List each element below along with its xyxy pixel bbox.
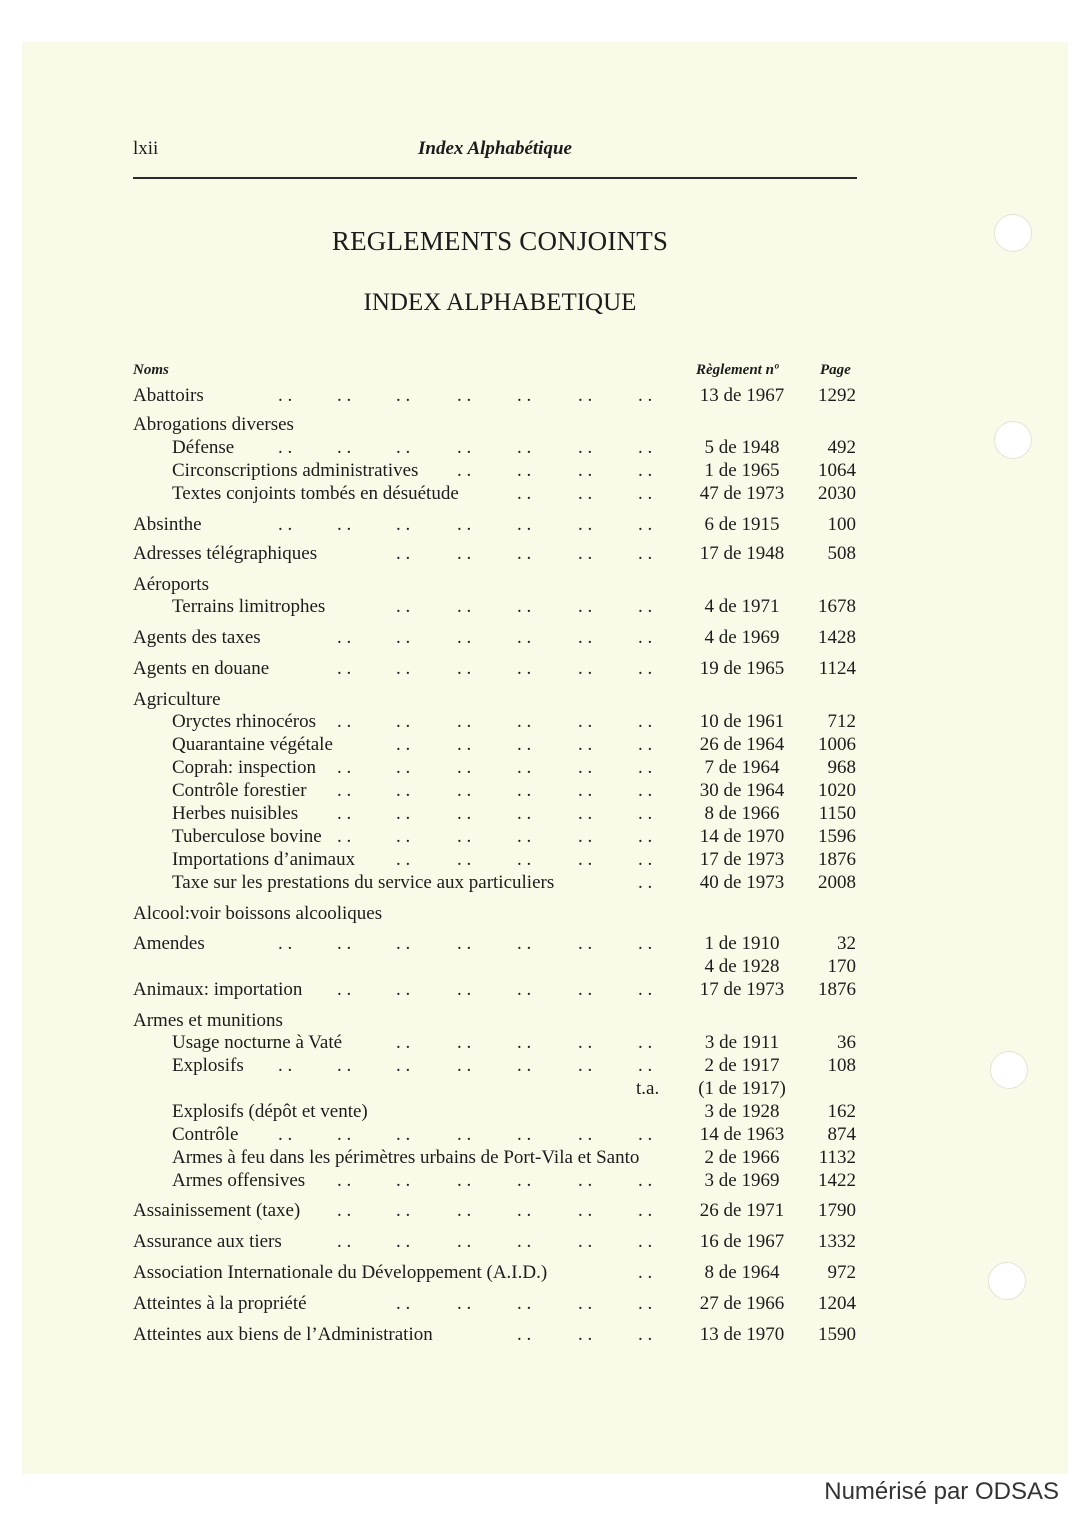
leader-dots: . . (578, 1231, 593, 1252)
entry-page: 100 (827, 514, 856, 535)
leader-dots: . . (337, 933, 352, 954)
entry-page: 1204 (818, 1293, 856, 1314)
leader-dots: . . (457, 757, 472, 778)
leader-dots: . . (278, 437, 293, 458)
entry-reglement: 40 de 1973 (699, 872, 785, 893)
entry-page: 170 (827, 956, 856, 977)
leader-dots: . . (278, 385, 293, 406)
leader-dots: . . (638, 483, 653, 504)
entry-reglement: 14 de 1963 (699, 1124, 785, 1145)
leader-dots: . . (517, 1055, 532, 1076)
entry-name: Importations d’animaux (172, 849, 356, 870)
entry-page: 968 (827, 757, 856, 778)
index-entry (0, 1146, 860, 1169)
leader-dots: . . (517, 1231, 532, 1252)
leader-dots: . . (396, 711, 411, 732)
index-entry (0, 1031, 860, 1054)
leader-dots: . . (517, 979, 532, 1000)
leader-dots: . . (278, 514, 293, 535)
leader-dots: . . (457, 543, 472, 564)
entry-name: Usage nocturne à Vaté (172, 1032, 343, 1053)
leader-dots: . . (337, 1170, 352, 1191)
leader-dots: . . (578, 543, 593, 564)
entry-page: 1064 (818, 460, 856, 481)
entry-name: Amendes (133, 933, 205, 954)
leader-dots: . . (638, 460, 653, 481)
leader-dots: . . (517, 1324, 532, 1345)
leader-dots: . . (638, 596, 653, 617)
leader-dots: . . (457, 803, 472, 824)
entry-reglement: 8 de 1964 (704, 1262, 780, 1283)
running-header (133, 138, 857, 168)
index-entry (0, 595, 860, 618)
leader-dots: . . (517, 826, 532, 847)
leader-dots: . . (396, 757, 411, 778)
entry-page: 1124 (818, 658, 856, 679)
entry-name: Armes et munitions (133, 1010, 283, 1031)
leader-dots: . . (578, 1170, 593, 1191)
leader-dots: . . (578, 780, 593, 801)
leader-dots: . . (517, 1200, 532, 1221)
leader-dots: . . (638, 1124, 653, 1145)
leader-dots: . . (638, 933, 653, 954)
leader-dots: . . (517, 1124, 532, 1145)
index-entry (0, 1261, 860, 1284)
index-entry (0, 1169, 860, 1192)
index-entry (0, 459, 860, 482)
column-header-page: Page (820, 362, 851, 378)
entry-page: 1132 (818, 1147, 856, 1168)
entry-name: Absinthe (133, 514, 202, 535)
leader-dots: . . (578, 1324, 593, 1345)
leader-dots: . . (517, 514, 532, 535)
leader-dots: . . (457, 437, 472, 458)
leader-dots: . . (337, 1231, 352, 1252)
entry-name: Explosifs (172, 1055, 244, 1076)
entry-prefix: t.a. (636, 1078, 660, 1099)
index-entry (0, 1100, 860, 1123)
entry-name: Coprah: inspection (172, 757, 317, 778)
entry-reglement: 17 de 1973 (699, 979, 785, 1000)
entry-page: 162 (827, 1101, 856, 1122)
leader-dots: . . (457, 933, 472, 954)
leader-dots: . . (578, 1293, 593, 1314)
index-entry (0, 710, 860, 733)
leader-dots: . . (457, 385, 472, 406)
binder-hole (994, 421, 1032, 459)
leader-dots: . . (638, 780, 653, 801)
leader-dots: . . (457, 1055, 472, 1076)
index-entry (0, 542, 860, 565)
entry-reglement: 19 de 1965 (699, 658, 785, 679)
index-entry (0, 932, 860, 955)
leader-dots: . . (638, 385, 653, 406)
entry-name: Contrôle (172, 1124, 239, 1145)
binder-hole (990, 1051, 1028, 1089)
leader-dots: . . (337, 803, 352, 824)
leader-dots: . . (337, 627, 352, 648)
leader-dots: . . (578, 460, 593, 481)
leader-dots: . . (578, 658, 593, 679)
index-entry (0, 902, 860, 925)
leader-dots: . . (517, 460, 532, 481)
entry-page: 972 (827, 1262, 856, 1283)
leader-dots: . . (578, 627, 593, 648)
leader-dots: . . (337, 1124, 352, 1145)
index-entry (0, 733, 860, 756)
leader-dots: . . (337, 757, 352, 778)
leader-dots: . . (638, 803, 653, 824)
leader-dots: . . (337, 514, 352, 535)
entry-page: 712 (827, 711, 856, 732)
entry-page: 32 (837, 933, 856, 954)
entry-reglement: 30 de 1964 (699, 780, 785, 801)
leader-dots: . . (638, 826, 653, 847)
leader-dots: . . (396, 514, 411, 535)
entry-page: 1790 (818, 1200, 856, 1221)
leader-dots: . . (337, 658, 352, 679)
entry-name: Association Internationale du Développement (A.I.D.) (133, 1262, 548, 1283)
leader-dots: . . (517, 437, 532, 458)
leader-dots: . . (578, 933, 593, 954)
entry-reglement: 10 de 1961 (699, 711, 785, 732)
leader-dots: . . (578, 437, 593, 458)
leader-dots: . . (457, 734, 472, 755)
entry-page: 1332 (818, 1231, 856, 1252)
entry-name: Agriculture (133, 689, 221, 710)
leader-dots: . . (278, 1055, 293, 1076)
entry-reglement: 1 de 1965 (704, 460, 780, 481)
entry-page: 1596 (818, 826, 856, 847)
leader-dots: . . (457, 1032, 472, 1053)
entry-name: Atteintes aux biens de l’Administration (133, 1324, 433, 1345)
leader-dots: . . (396, 437, 411, 458)
leader-dots: . . (578, 385, 593, 406)
index-entry (0, 978, 860, 1001)
entry-reglement: 17 de 1973 (699, 849, 785, 870)
leader-dots: . . (457, 460, 472, 481)
leader-dots: . . (457, 1124, 472, 1145)
page-number: lxii (133, 138, 159, 159)
leader-dots: . . (638, 437, 653, 458)
entry-reglement: 13 de 1970 (699, 1324, 785, 1345)
index-entry (0, 436, 860, 459)
entry-name: Adresses télégraphiques (133, 543, 318, 564)
leader-dots: . . (517, 1170, 532, 1191)
entry-reglement: 26 de 1971 (699, 1200, 785, 1221)
entry-page: 1428 (818, 627, 856, 648)
leader-dots: . . (396, 1124, 411, 1145)
leader-dots: . . (638, 514, 653, 535)
leader-dots: . . (278, 1124, 293, 1145)
index-entry (0, 1123, 860, 1146)
entry-name: Tuberculose bovine (172, 826, 322, 847)
entry-reglement: 6 de 1915 (704, 514, 780, 535)
leader-dots: . . (337, 711, 352, 732)
leader-dots: . . (638, 1262, 653, 1283)
leader-dots: . . (396, 596, 411, 617)
entry-page: 1876 (818, 849, 856, 870)
leader-dots: . . (396, 385, 411, 406)
index-entry (0, 756, 860, 779)
index-entry (0, 825, 860, 848)
leader-dots: . . (396, 658, 411, 679)
entry-reglement: 3 de 1969 (704, 1170, 780, 1191)
entry-page: 508 (827, 543, 856, 564)
entry-name: Armes à feu dans les périmètres urbains de Port-Vila et Santo (172, 1147, 640, 1168)
index-entry (0, 657, 860, 680)
leader-dots: . . (337, 826, 352, 847)
leader-dots: . . (396, 849, 411, 870)
leader-dots: . . (337, 1055, 352, 1076)
leader-dots: . . (396, 803, 411, 824)
leader-dots: . . (638, 1231, 653, 1252)
index-entry (0, 1009, 860, 1032)
leader-dots: . . (638, 1055, 653, 1076)
leader-dots: . . (457, 1293, 472, 1314)
leader-dots: . . (457, 780, 472, 801)
leader-dots: . . (457, 826, 472, 847)
index-entry (0, 573, 860, 596)
leader-dots: . . (396, 933, 411, 954)
entry-name: Animaux: importation (133, 979, 303, 1000)
leader-dots: . . (578, 1032, 593, 1053)
entry-name: Terrains limitrophes (172, 596, 326, 617)
leader-dots: . . (638, 757, 653, 778)
index-entry (0, 413, 860, 436)
entry-reglement: 1 de 1910 (704, 933, 780, 954)
column-header-reglement: Règlement nº (696, 362, 779, 378)
entry-page: 1590 (818, 1324, 856, 1345)
leader-dots: . . (517, 543, 532, 564)
entry-name: Abrogations diverses (133, 414, 294, 435)
main-title: REGLEMENTS CONJOINTS (331, 226, 669, 256)
leader-dots: . . (396, 780, 411, 801)
leader-dots: . . (638, 1170, 653, 1191)
leader-dots: . . (457, 849, 472, 870)
index-entry (0, 688, 860, 711)
entry-page: 1876 (818, 979, 856, 1000)
leader-dots: . . (638, 1293, 653, 1314)
index-entry (0, 1323, 860, 1346)
entry-reglement: 17 de 1948 (699, 543, 785, 564)
leader-dots: . . (578, 596, 593, 617)
entry-reglement: 3 de 1911 (704, 1032, 780, 1053)
leader-dots: . . (517, 933, 532, 954)
leader-dots: . . (638, 711, 653, 732)
leader-dots: . . (396, 1055, 411, 1076)
leader-dots: . . (638, 734, 653, 755)
digitization-watermark: Numérisé par ODSAS (824, 1478, 1059, 1505)
entry-name: Oryctes rhinocéros (172, 711, 317, 732)
index-entry (0, 1054, 860, 1077)
entry-reglement: 26 de 1964 (699, 734, 785, 755)
entry-page: 492 (827, 437, 856, 458)
leader-dots: . . (337, 1200, 352, 1221)
entry-name: Contrôle forestier (172, 780, 307, 801)
entry-reglement: 14 de 1970 (699, 826, 785, 847)
leader-dots: . . (396, 1231, 411, 1252)
leader-dots: . . (396, 543, 411, 564)
entry-page: 1292 (818, 385, 856, 406)
entry-name: Agents en douane (133, 658, 270, 679)
entry-name: Défense (172, 437, 235, 458)
entry-name: Armes offensives (172, 1170, 306, 1191)
index-entry (0, 802, 860, 825)
leader-dots: . . (578, 757, 593, 778)
entry-page: 1020 (818, 780, 856, 801)
leader-dots: . . (578, 1124, 593, 1145)
leader-dots: . . (517, 734, 532, 755)
entry-page: 2030 (818, 483, 856, 504)
entry-page: 2008 (818, 872, 856, 893)
entry-reglement: 16 de 1967 (699, 1231, 785, 1252)
index-entry (0, 513, 860, 536)
entry-name: Assainissement (taxe) (133, 1200, 301, 1221)
leader-dots: . . (638, 849, 653, 870)
leader-dots: . . (638, 543, 653, 564)
index-entry (0, 848, 860, 871)
index-entry (0, 1199, 860, 1222)
binder-hole (988, 1262, 1026, 1300)
entry-page: 1150 (818, 803, 856, 824)
entry-reglement: 3 de 1928 (704, 1101, 780, 1122)
entry-name: Agents des taxes (133, 627, 261, 648)
leader-dots: . . (517, 658, 532, 679)
entry-reglement: 13 de 1967 (699, 385, 785, 406)
entry-reglement: 8 de 1966 (704, 803, 780, 824)
leader-dots: . . (638, 872, 653, 893)
leader-dots: . . (517, 1032, 532, 1053)
leader-dots: . . (396, 1200, 411, 1221)
entry-name: Taxe sur les prestations du service aux particuliers (172, 872, 555, 893)
index-entry (0, 482, 860, 505)
entry-reglement: 4 de 1969 (704, 627, 780, 648)
leader-dots: . . (578, 483, 593, 504)
leader-dots: . . (578, 803, 593, 824)
entry-reglement: (1 de 1917) (698, 1078, 786, 1099)
leader-dots: . . (517, 596, 532, 617)
leader-dots: . . (638, 658, 653, 679)
leader-dots: . . (457, 596, 472, 617)
entry-reglement: 2 de 1917 (704, 1055, 780, 1076)
leader-dots: . . (517, 849, 532, 870)
entry-reglement: 47 de 1973 (699, 483, 785, 504)
leader-dots: . . (396, 627, 411, 648)
index-entry (0, 1230, 860, 1253)
leader-dots: . . (396, 1293, 411, 1314)
leader-dots: . . (517, 627, 532, 648)
sub-title: INDEX ALPHABETIQUE (363, 289, 637, 316)
leader-dots: . . (457, 514, 472, 535)
leader-dots: . . (517, 803, 532, 824)
leader-dots: . . (337, 979, 352, 1000)
index-entry (0, 871, 860, 894)
entry-name: Assurance aux tiers (133, 1231, 282, 1252)
entry-name: Quarantaine végétale (172, 734, 333, 755)
index-entry (0, 955, 860, 978)
leader-dots: . . (396, 1170, 411, 1191)
leader-dots: . . (396, 979, 411, 1000)
leader-dots: . . (638, 1200, 653, 1221)
leader-dots: . . (517, 1293, 532, 1314)
leader-dots: . . (578, 849, 593, 870)
entry-reglement: 4 de 1971 (704, 596, 780, 617)
leader-dots: . . (517, 711, 532, 732)
entry-page: 874 (827, 1124, 856, 1145)
leader-dots: . . (457, 711, 472, 732)
index-entry (0, 1292, 860, 1315)
leader-dots: . . (396, 734, 411, 755)
entry-page: 108 (827, 1055, 856, 1076)
leader-dots: . . (578, 826, 593, 847)
entry-name: Textes conjoints tombés en désuétude (172, 483, 459, 504)
index-entry (0, 384, 860, 407)
entry-reglement: 5 de 1948 (704, 437, 780, 458)
leader-dots: . . (638, 1032, 653, 1053)
index-entry (0, 1077, 860, 1100)
leader-dots: . . (517, 385, 532, 406)
entry-page: 36 (837, 1032, 856, 1053)
leader-dots: . . (457, 627, 472, 648)
entry-reglement: 27 de 1966 (699, 1293, 785, 1314)
leader-dots: . . (638, 627, 653, 648)
leader-dots: . . (457, 658, 472, 679)
entry-name: Atteintes à la propriété (133, 1293, 307, 1314)
entry-reglement: 2 de 1966 (704, 1147, 780, 1168)
entry-name: Herbes nuisibles (172, 803, 299, 824)
leader-dots: . . (578, 979, 593, 1000)
header-rule (133, 177, 857, 179)
entry-page: 1006 (818, 734, 856, 755)
leader-dots: . . (517, 483, 532, 504)
index-entry (0, 779, 860, 802)
entry-name: Abattoirs (133, 385, 204, 406)
running-title: Index Alphabétique (418, 138, 572, 159)
leader-dots: . . (638, 1324, 653, 1345)
leader-dots: . . (337, 437, 352, 458)
index-entry (0, 626, 860, 649)
leader-dots: . . (578, 711, 593, 732)
entry-reglement: 4 de 1928 (704, 956, 780, 977)
leader-dots: . . (396, 1032, 411, 1053)
leader-dots: . . (337, 385, 352, 406)
leader-dots: . . (578, 1055, 593, 1076)
entry-name: Circonscriptions administratives (172, 460, 419, 481)
leader-dots: . . (457, 979, 472, 1000)
leader-dots: . . (638, 979, 653, 1000)
leader-dots: . . (517, 780, 532, 801)
leader-dots: . . (457, 1170, 472, 1191)
entry-page: 1678 (818, 596, 856, 617)
leader-dots: . . (278, 933, 293, 954)
entry-name: Alcool:voir boissons alcooliques (133, 903, 383, 924)
entry-name: Aéroports (133, 574, 209, 595)
entry-name: Explosifs (dépôt et vente) (172, 1101, 368, 1122)
leader-dots: . . (457, 1200, 472, 1221)
leader-dots: . . (578, 1200, 593, 1221)
leader-dots: . . (337, 780, 352, 801)
leader-dots: . . (517, 757, 532, 778)
leader-dots: . . (578, 514, 593, 535)
column-header-name: Noms (133, 362, 169, 378)
leader-dots: . . (578, 734, 593, 755)
entry-page: 1422 (818, 1170, 856, 1191)
leader-dots: . . (396, 826, 411, 847)
entry-reglement: 7 de 1964 (704, 757, 780, 778)
leader-dots: . . (457, 1231, 472, 1252)
